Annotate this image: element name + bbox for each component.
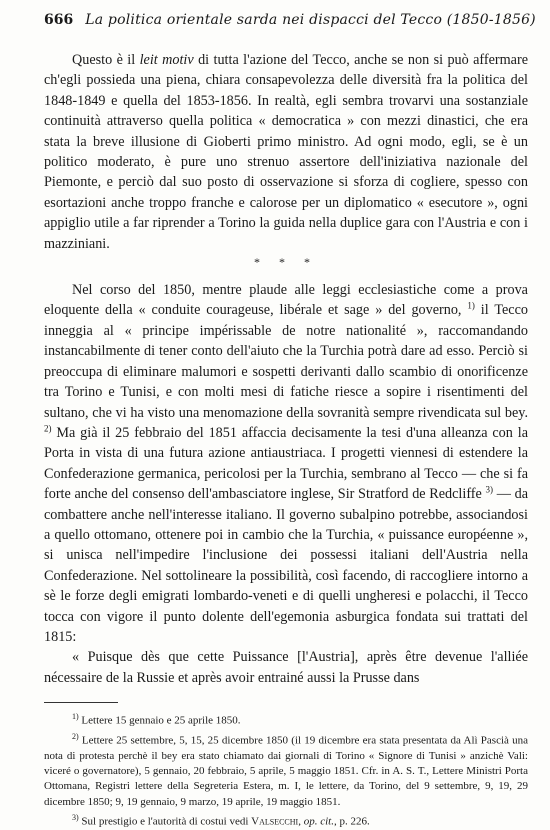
footnote-text: Lettere 15 gennaio e 25 aprile 1850. <box>81 714 241 727</box>
text-run: Ma già il 25 febbraio del 1851 affaccia decisamente la tesi d'una alleanza con la Porta in vista di una futura azione antiaustriaca. I progetti viennesi di estendere la Confederazione germanica, pericolosi per la Turchia, sembrano al Tecco — che si fa forte anche del consenso dell'ambasciatore inglese, Sir Stratford de Redcliffe <box>44 424 528 503</box>
footnote-text: Sul prestigio e l'autorità di costui vedi <box>81 815 252 828</box>
page-header <box>44 12 536 28</box>
footnote <box>44 810 528 830</box>
footnote-mark: 2) <box>72 732 79 742</box>
footnote-text: , <box>298 815 304 828</box>
footnote-divider <box>44 702 118 703</box>
paragraph <box>44 280 528 647</box>
emphasis: leit motiv <box>139 52 194 68</box>
text-run: Questo è il <box>72 52 140 68</box>
footnote-mark: 1) <box>72 712 79 722</box>
footnote-ref: 1) <box>467 300 475 311</box>
document-page <box>44 12 536 830</box>
paragraph <box>44 50 528 254</box>
quotation: « Puisque dès que cette Puissance [l'Austria], après être devenue l'alliée nécessaire de la Russie et après avoir entrainé aussi la Prusse dans <box>44 649 528 686</box>
text-run: Nel corso del 1850, mentre plaude alle leggi ecclesiastiche come a prova eloquente della « conduite courageuse, libérale et sage » del governo, <box>44 282 528 319</box>
footnote <box>44 729 528 810</box>
section-separator: * * * <box>254 255 318 270</box>
footnote-text: , p. 226. <box>333 815 370 828</box>
footnote-mark: 3) <box>72 812 79 822</box>
footnote-ref: 2) <box>44 423 52 434</box>
footnote <box>44 709 528 729</box>
running-title: La politica orientale sarda nei dispacci del Tecco (1850-1856) <box>85 12 536 28</box>
footnotes <box>44 709 528 829</box>
footnote-text: Lettere 25 settembre, 5, 15, 25 dicembre 1850 (il 19 dicembre era stata presentata da Alì Pascià una nota di protesta perchè il bey era stato chiamato dai giornali di Torino « Signore di Tunisi » anzichè Vali: viceré o governatore), 5 gennaio, 20 febbraio, 5 aprile, 5 maggio 1851. Cfr. in A. S. T., Lettere Ministri Porta Ottomana, Registri lettere della Segreteria Estera, m. I, le lettere, da Torino, del 9 settembre, 9, 19, 29 dicembre 1850; 9, 19 gennaio, 9 marzo, 19 aprile, 19 maggio 1851. <box>44 734 529 808</box>
text-run: di tutta l'azione del Tecco, anche se non si può affermare ch'egli possieda una piena, chiara consapevolezza delle diversità fra la politica del 1848-1849 e quella del 1853-1856. In realtà, egli sembra trovarvi una sostanziale continuità attraverso quella politica « democratica » con mezzi dinastici, che era stata la breve illusione di Gioberti primo ministro. Ad ogni modo, egli, se è un politico moderato, è pure uno strenuo assertore dell'iniziativa nazionale del Piemonte, e perciò dal suo posto di osservazione si sforza di cogliere, spesso con esortazioni anche troppo franche e calorose per un diplomatico « esecutore », ogni appiglio utile a far riprender a Torino la guida nella duplice gara con l'Austria e con i mazziniani. <box>44 52 529 252</box>
citation-ref: op. cit. <box>303 815 334 828</box>
footnote-ref: 3) <box>485 484 494 495</box>
text-run: — da combattere anche nell'interesse italiano. Il governo subalpino potrebbe, associandosi a quello ottomano, ottenere poi in cambio che la Turchia, « puissance européenne », si unisca nell'impedire l'inclusione dei possessi italiani dell'Austria nella Confederazione. Nel sottolineare la possibilità, così facendo, di raccogliere intorno a sè le forze degli emigrati lombardo-veneti e di quelli ungheresi e polacchi, il Tecco tocca con vigore il punto dolente dell'egemonia asburgica fondata sui trattati del 1815: <box>44 486 528 645</box>
body-text <box>44 50 528 688</box>
page-number: 666 <box>44 12 74 28</box>
author-name: Valsecchi <box>251 815 299 828</box>
text-run: il Tecco inneggia al « principe impérissable de notre nationalité », raccomandando instancabilmente di tener conto dell'aiuto che la Turchia potrà dare ad esso. Perciò si preoccupa di eliminare malumori e sospetti derivanti dallo scambio di onorificenze tra Torino e Tunisi, e con molti mesi di fatiche riesce a sopire i risentimenti del sultano, che vi ha visto una menomazione della sovranità sempre rivendicata sul bey. <box>44 302 528 421</box>
